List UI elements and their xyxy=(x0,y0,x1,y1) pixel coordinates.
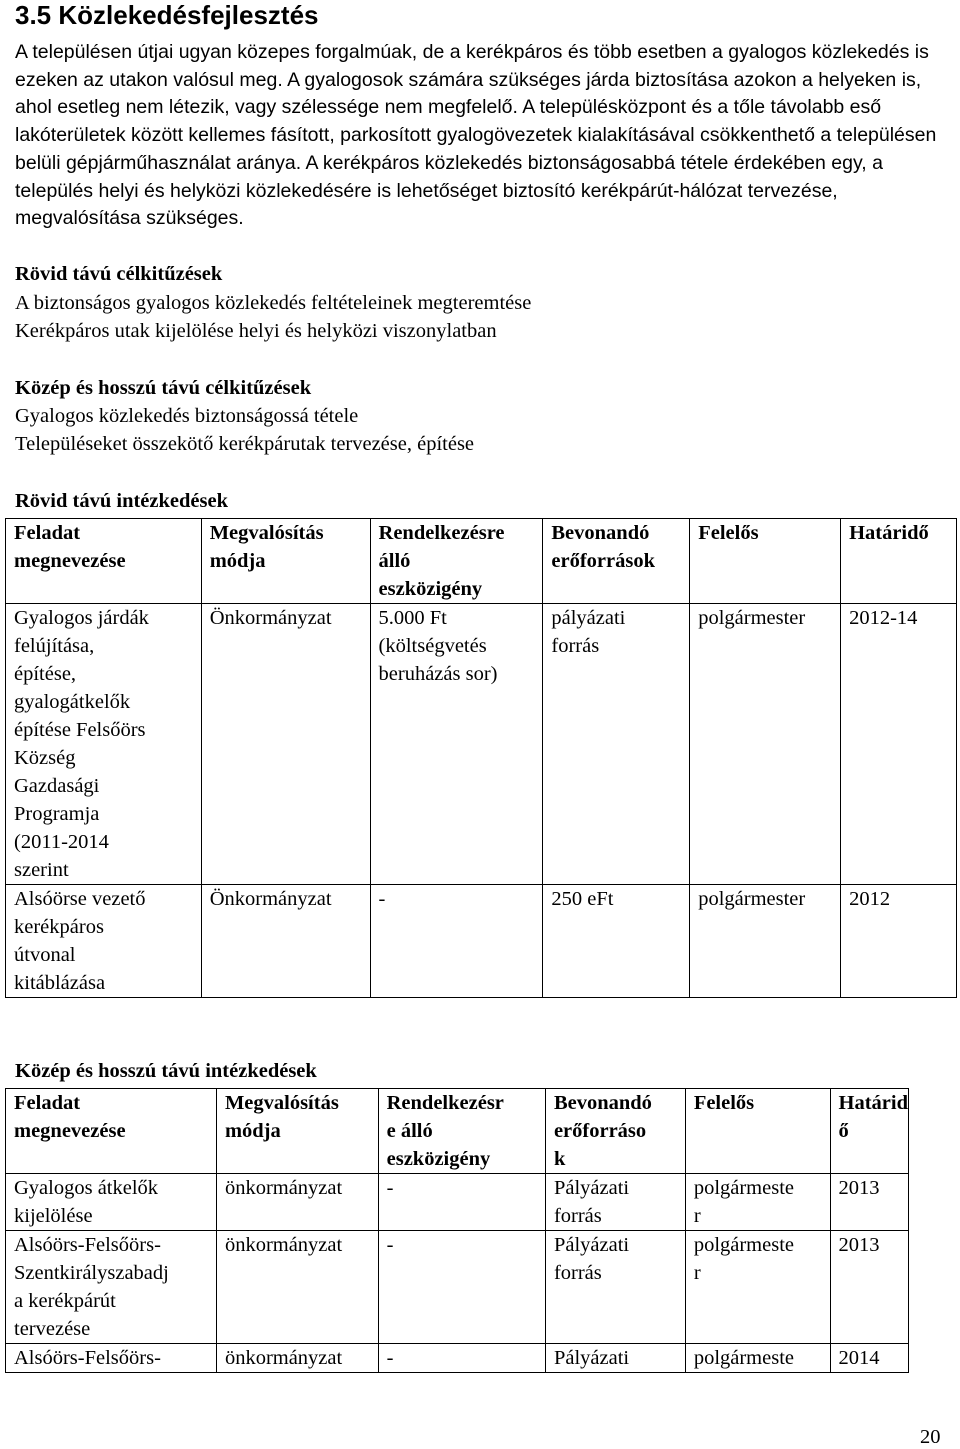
table-cell: 2013 xyxy=(830,1231,909,1344)
short-measures-table xyxy=(5,518,957,998)
short-goal-item: Kerékpáros utak kijelölése helyi és helyközi viszonylatban xyxy=(15,320,497,342)
header-cell: Határidő xyxy=(841,519,957,604)
long-measures-table xyxy=(5,1088,909,1373)
table-row xyxy=(6,1174,909,1231)
table-cell: önkormányzat xyxy=(216,1344,378,1373)
header-cell: Megvalósítás módja xyxy=(216,1089,378,1174)
table-row xyxy=(6,885,957,998)
table-cell: 250 eFt xyxy=(543,885,690,998)
table-cell: pályázati forrás xyxy=(543,604,690,885)
table-cell: Alsóörs-Felsőörs- xyxy=(6,1344,217,1373)
header-cell: Határid ő xyxy=(830,1089,909,1174)
long-goal-item: Gyalogos közlekedés biztonságossá tétele xyxy=(15,405,359,427)
long-measures-title: Közép és hosszú távú intézkedések xyxy=(15,1060,317,1082)
table-cell: Pályázati forrás xyxy=(545,1174,685,1231)
header-cell: Felelős xyxy=(690,519,841,604)
long-goals-title: Közép és hosszú távú célkitűzések xyxy=(15,377,312,399)
header-cell: Bevonandó erőforrások xyxy=(543,519,690,604)
section-heading: 3.5 Közlekedésfejlesztés xyxy=(15,0,319,30)
table-cell: Önkormányzat xyxy=(201,885,370,998)
table-cell: polgármester xyxy=(690,604,841,885)
table-cell: Alsóörse vezető kerékpáros útvonal kitáblázása xyxy=(6,885,202,998)
table-cell: önkormányzat xyxy=(216,1231,378,1344)
table-cell: polgármeste xyxy=(685,1344,830,1373)
table-cell: - xyxy=(378,1174,545,1231)
page-number: 20 xyxy=(920,1426,941,1448)
table-cell: Önkormányzat xyxy=(201,604,370,885)
table-cell: - xyxy=(378,1231,545,1344)
table-cell: 5.000 Ft (költségvetés beruházás sor) xyxy=(370,604,543,885)
table-cell: Gyalogos átkelők kijelölése xyxy=(6,1174,217,1231)
header-cell: Megvalósítás módja xyxy=(201,519,370,604)
long-goal-item: Településeket összekötő kerékpárutak tervezése, építése xyxy=(15,433,475,455)
intro-paragraph: A településen útjai ugyan közepes forgalmúak, de a kerékpáros és több esetben a gyalogos közlekedés is ezeken az utakon valósul meg. A gyalogosok számára szükséges járda biztosítása azokon a helyeken is, ahol esetleg nem létezik, vagy szélessége nem megfelelő. A településközpont és a tőle távolabb eső lakóterületek között kellemes fásított, parkosított gyalogövezetek kialakításával csökkenthető a településen belüli gépjárműhasználat aránya. A kerékpáros közlekedés biztonságosabbá tétele érdekében egy, a település helyi és helyközi közlekedésére is lehetőséget biztosító kerékpárút-hálózat tervezése, megvalósítása szükséges. xyxy=(15,41,937,230)
table-cell: Pályázati xyxy=(545,1344,685,1373)
header-cell: Feladat megnevezése xyxy=(6,1089,217,1174)
table-cell: Gyalogos járdák felújítása, építése, gyalogátkelők építése Felsőörs Község Gazdasági Programja (2011-2014 szerint xyxy=(6,604,202,885)
short-measures-title: Rövid távú intézkedések xyxy=(15,490,228,512)
header-cell: Bevonandó erőforráso k xyxy=(545,1089,685,1174)
header-cell: Felelős xyxy=(685,1089,830,1174)
short-goal-item: A biztonságos gyalogos közlekedés feltételeinek megteremtése xyxy=(15,292,532,314)
short-goals-title: Rövid távú célkitűzések xyxy=(15,263,223,285)
table-row xyxy=(6,1231,909,1344)
table-cell: polgármeste r xyxy=(685,1174,830,1231)
table-cell: polgármeste r xyxy=(685,1231,830,1344)
table-cell: polgármester xyxy=(690,885,841,998)
table-cell: 2014 xyxy=(830,1344,909,1373)
table-cell: Pályázati forrás xyxy=(545,1231,685,1344)
table-cell: - xyxy=(370,885,543,998)
table-row xyxy=(6,1344,909,1373)
table-cell: Alsóörs-Felsőörs- Szentkirályszabadj a kerékpárút tervezése xyxy=(6,1231,217,1344)
header-cell: Rendelkezésr e álló eszközigény xyxy=(378,1089,545,1174)
table-cell: 2012-14 xyxy=(841,604,957,885)
table-cell: 2013 xyxy=(830,1174,909,1231)
header-cell: Rendelkezésre álló eszközigény xyxy=(370,519,543,604)
header-cell: Feladat megnevezése xyxy=(6,519,202,604)
table-row xyxy=(6,604,957,885)
table-cell: - xyxy=(378,1344,545,1373)
table-header-row xyxy=(6,1089,909,1174)
table-cell: önkormányzat xyxy=(216,1174,378,1231)
table-header-row xyxy=(6,519,957,604)
table-cell: 2012 xyxy=(841,885,957,998)
